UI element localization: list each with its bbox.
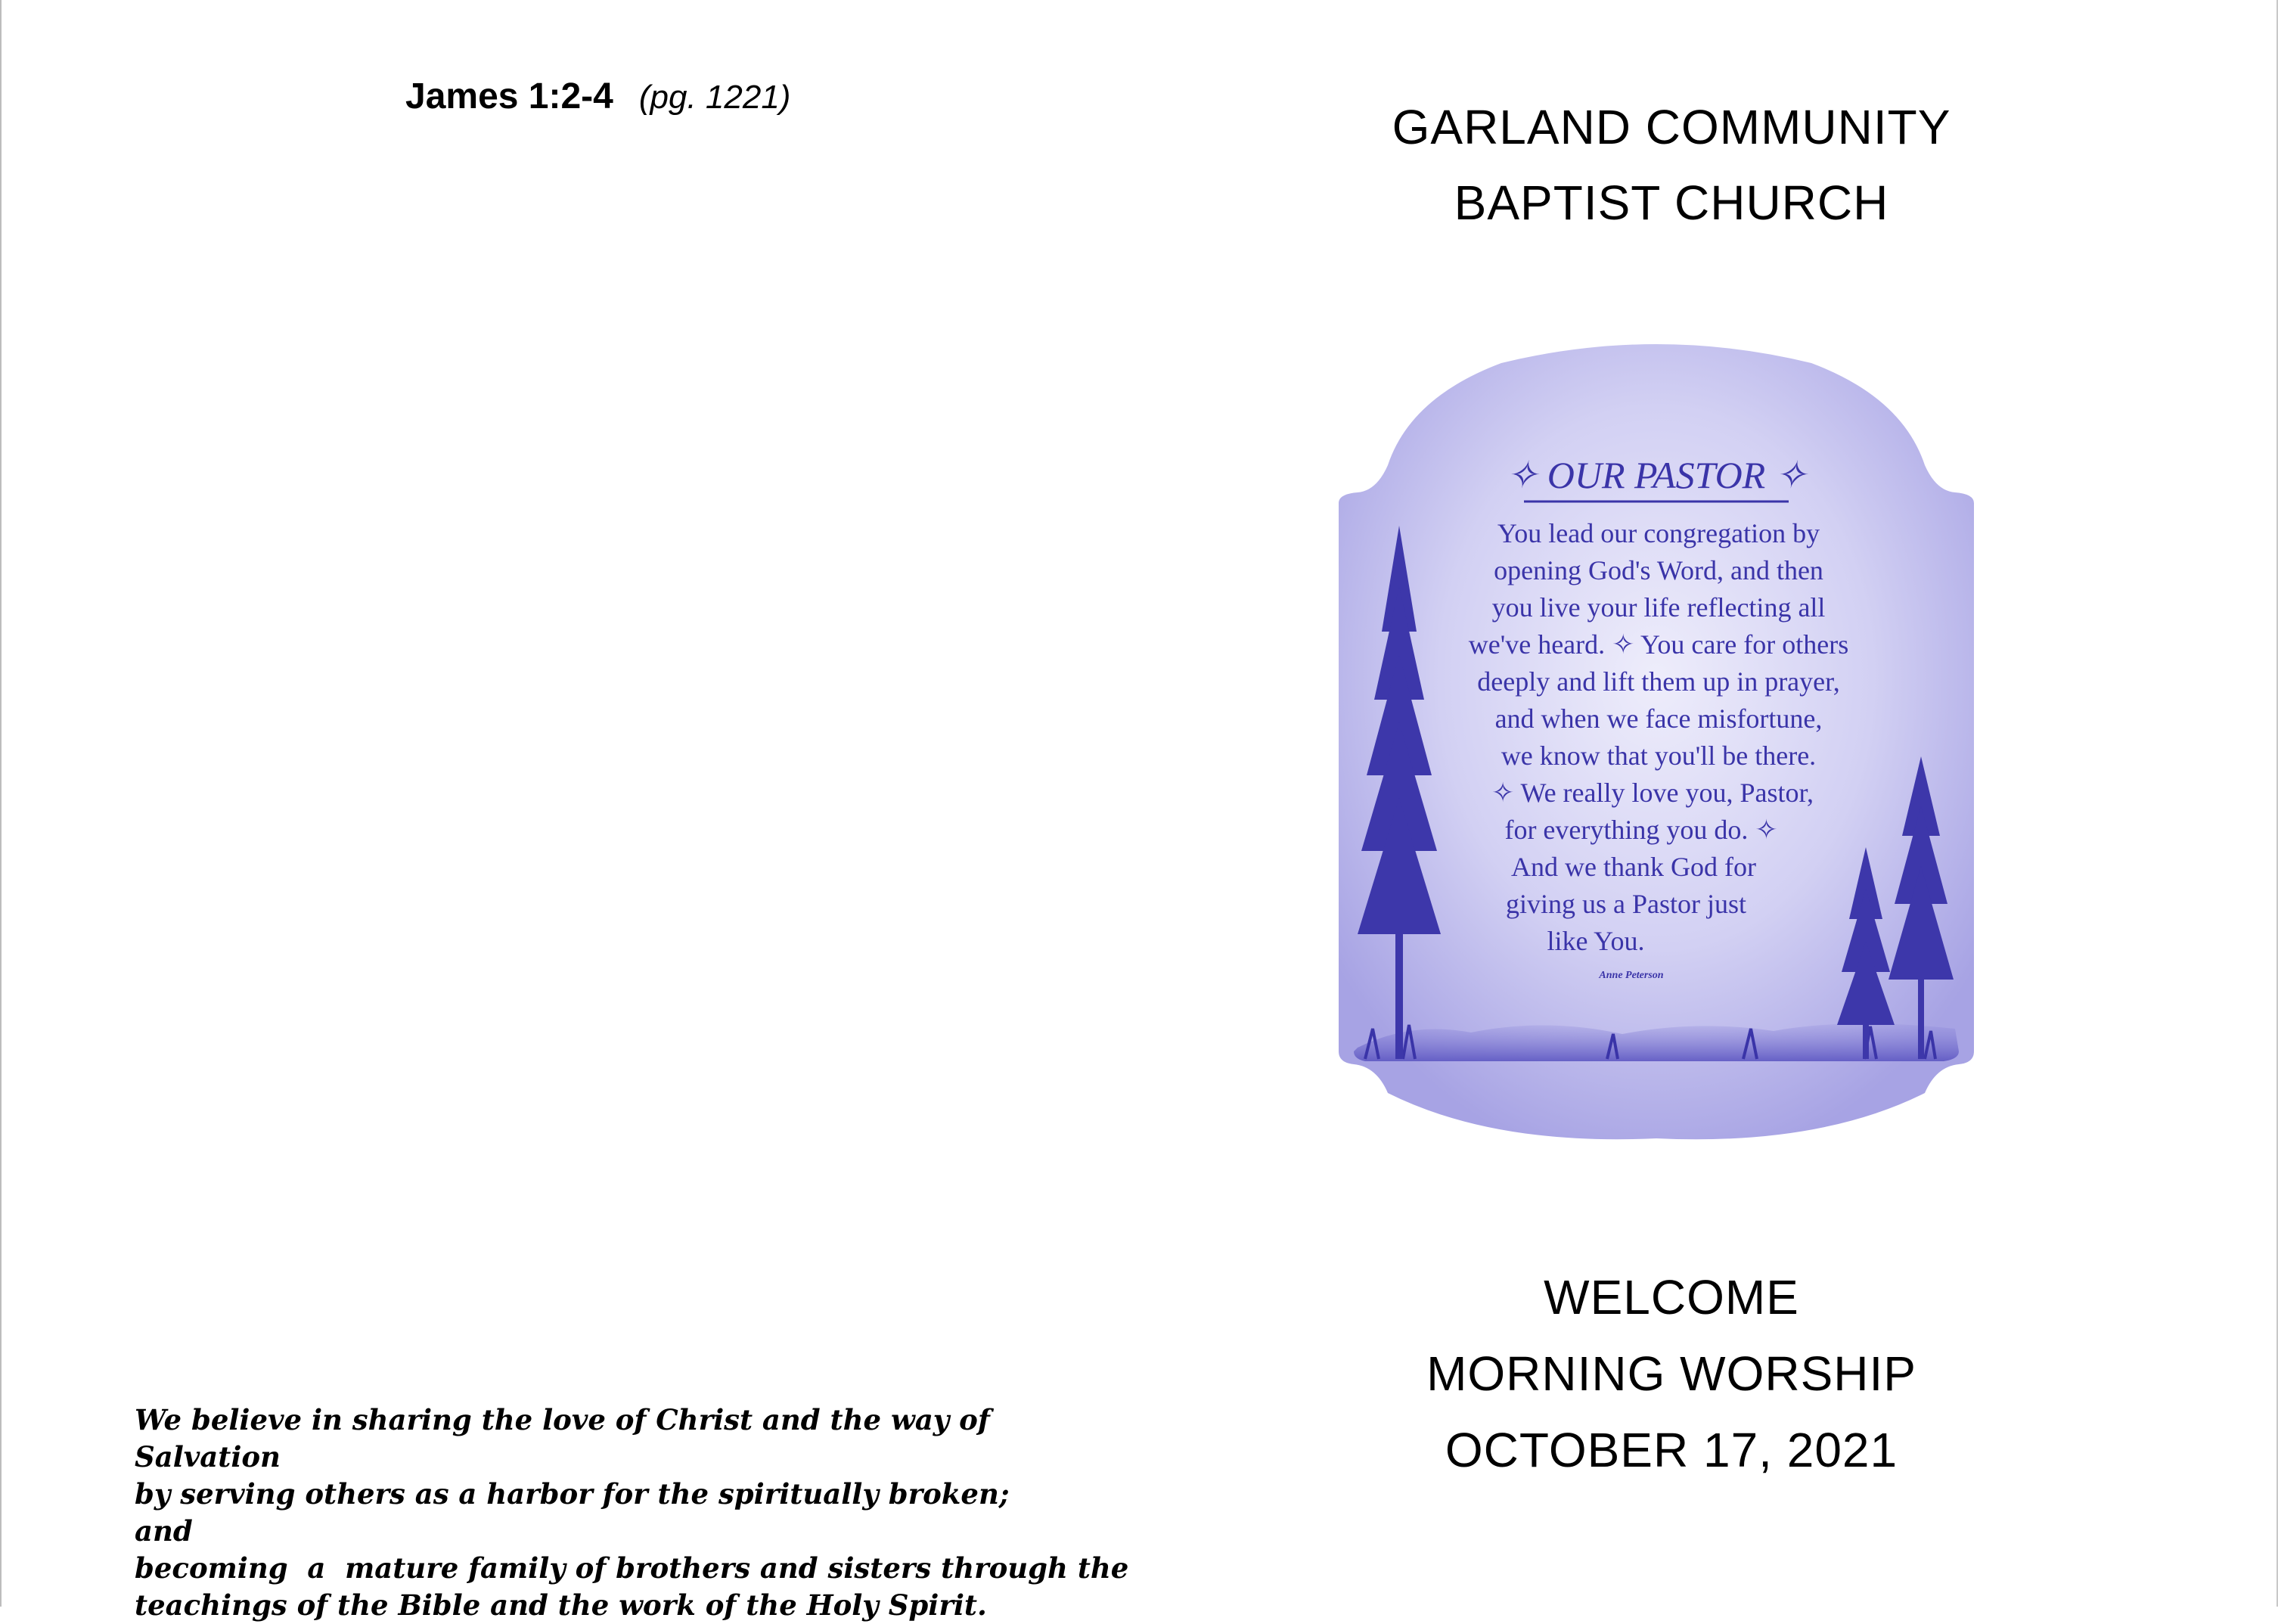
welcome-block — [1278, 1259, 2065, 1489]
poem-line: opening God's Word, and then — [1494, 555, 1823, 585]
service-date: OCTOBER 17, 2021 — [1445, 1423, 1898, 1477]
poem-line: giving us a Pastor just — [1505, 889, 1747, 919]
welcome-line: WELCOME — [1544, 1270, 1799, 1324]
mission-line: We believe in sharing the love of Christ and the way of Salvation — [135, 1403, 990, 1473]
poem-line: ✧ We really love you, Pastor, — [1491, 778, 1814, 808]
scripture-reference — [405, 76, 790, 117]
plaque-title: ✧ OUR PASTOR ✧ — [1506, 454, 1807, 496]
poem-line: you live your life reflecting all — [1491, 592, 1826, 623]
poem-line: And we thank God for — [1511, 852, 1756, 882]
poem-line: and when we face misfortune, — [1494, 703, 1823, 734]
service-name: MORNING WORSHIP — [1426, 1346, 1916, 1401]
church-name — [1278, 89, 2065, 241]
poem-line: You lead our congregation by — [1497, 518, 1820, 548]
church-name-line: GARLAND COMMUNITY — [1392, 100, 1951, 154]
poem-line: we've heard. ✧ You care for others — [1468, 629, 1849, 660]
mission-line: becoming a mature family of brothers and sisters through the — [135, 1551, 1129, 1585]
pastor-plaque-image — [1320, 344, 1993, 1142]
mission-line: teachings of the Bible and the work of the Holy Spirit. — [135, 1588, 987, 1622]
poem-line: deeply and lift them up in prayer, — [1477, 666, 1840, 697]
scripture-page: (pg. 1221) — [638, 79, 791, 116]
poem-line: for everything you do. ✧ — [1504, 815, 1778, 845]
scripture-ref: James 1:2-4 — [405, 76, 613, 116]
plaque-author: Anne Peterson — [1599, 970, 1664, 981]
page-edge-left — [0, 0, 2, 1607]
poem-line: we know that you'll be there. — [1501, 741, 1817, 771]
mission-line: by serving others as a harbor for the spiritually broken; and — [135, 1477, 1010, 1548]
mission-statement — [135, 1402, 1129, 1624]
poem-line: like You. — [1547, 926, 1645, 956]
church-name-line: BAPTIST CHURCH — [1454, 175, 1889, 230]
